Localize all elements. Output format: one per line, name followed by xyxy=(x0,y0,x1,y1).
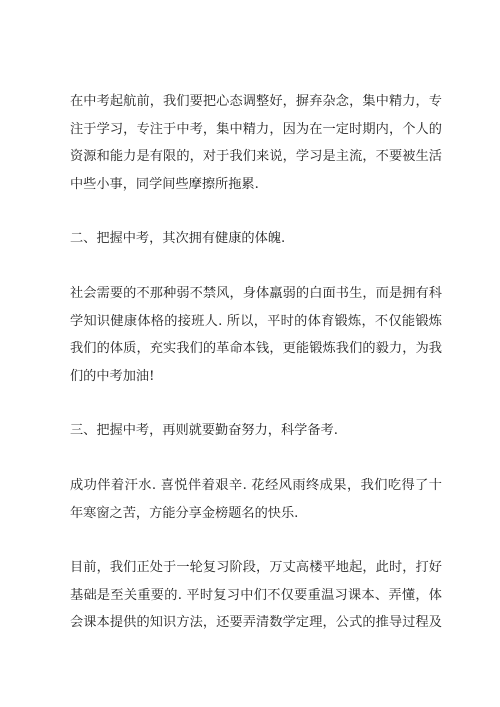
section-heading-3 xyxy=(70,417,442,445)
paragraph-health xyxy=(70,280,442,390)
text-line: 会课本提供的知识方法，还要弄清数学定理，公式的推导过程及 xyxy=(70,615,442,631)
heading-line: 二、把握中考，其次拥有健康的体魄. xyxy=(70,231,286,247)
text-line: 目前，我们正处于一轮复习阶段，万丈高楼平地起，此时，打好 xyxy=(70,560,442,576)
text-line: 注于学习，专注于中考，集中精力，因为在一定时期内，个人的 xyxy=(70,121,442,137)
document-page xyxy=(70,88,442,637)
section-heading-2 xyxy=(70,225,442,253)
text-line: 资源和能力是有限的，对于我们来说，学习是主流，不要被生活 xyxy=(70,149,442,165)
paragraph-effort xyxy=(70,472,442,527)
text-line: 学知识健康体格的接班人. 所以，平时的体育锻炼，不仅能锻炼 xyxy=(70,313,442,329)
heading-line: 三、把握中考，再则就要勤奋努力，科学备考. xyxy=(70,423,338,439)
text-line: 年寒窗之苦，方能分享金榜题名的快乐. xyxy=(70,505,299,521)
paragraph-intro xyxy=(70,88,442,198)
paragraph-review xyxy=(70,554,442,637)
text-line: 成功伴着汗水. 喜悦伴着艰辛. 花经风雨终成果，我们吃得了十 xyxy=(70,477,442,493)
text-line: 们的中考加油! xyxy=(70,368,155,384)
text-line: 社会需要的不那种弱不禁风，身体羸弱的白面书生，而是拥有科 xyxy=(70,285,442,301)
text-line: 基础是至关重要的. 平时复习中们不仅要重温习课本、弄懂，体 xyxy=(70,587,442,603)
text-line: 我们的体质，充实我们的革命本钱，更能锻炼我们的毅力，为我 xyxy=(70,341,442,357)
text-line: 中些小事，同学间些摩擦所拖累. xyxy=(70,176,259,192)
text-line: 在中考起航前，我们要把心态调整好，摒弃杂念，集中精力，专 xyxy=(70,94,442,109)
